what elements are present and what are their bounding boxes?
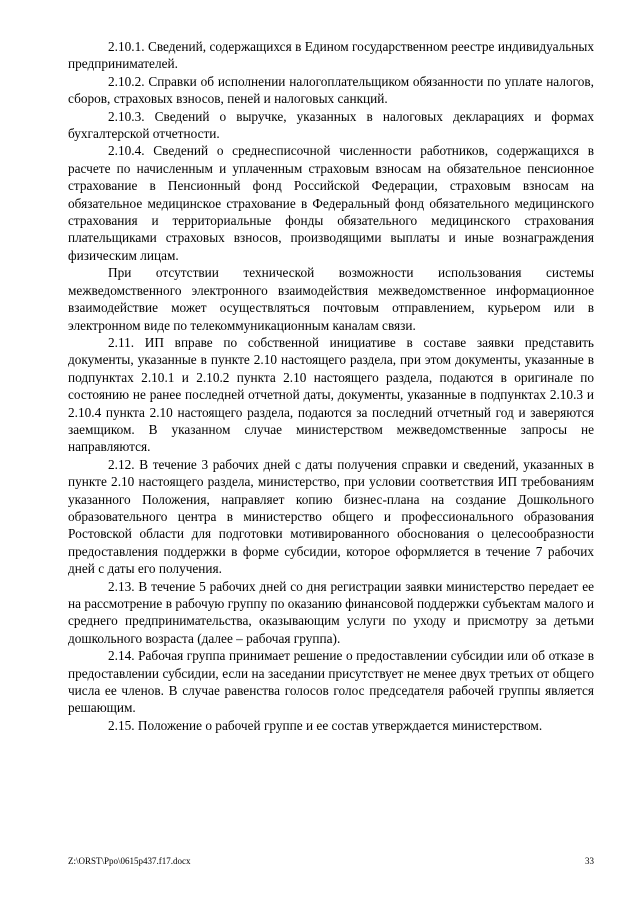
paragraph-2-11: 2.11. ИП вправе по собственной инициативе в составе заявки представить документы, указанные в пункте 2.10 настоящего раздела, при этом документы, указанные в подпунктах 2.10.1 и 2.10.2 пункта 2.10 настоящего раздела, подаются в оригинале по состоянию не ранее последней отчетной даты, документы, указанные в подпунктах 2.10.3 и 2.10.4 пункта 2.10 настоящего раздела, подаются за последний отчетный год и заверяются заемщиком. В указанном случае министерством межведомственные запросы не направляются. [68, 334, 594, 455]
paragraph-2-15: 2.15. Положение о рабочей группе и ее состав утверждается министерством. [108, 717, 543, 733]
document-body [68, 38, 594, 734]
footer-file-path: Z:\ORST\Ppo\0615p437.f17.docx [68, 856, 191, 866]
footer-page-number: 33 [585, 856, 594, 866]
paragraph-no-technical-means: При отсутствии технической возможности использования системы межведомственного электронного взаимодействия межведомственное информационное взаимодействие может осуществляться почтовым отправлением, курьером или в электронном виде по телекоммуникационным каналам связи. [68, 265, 594, 333]
paragraph-2-13: 2.13. В течение 5 рабочих дней со дня регистрации заявки министерство передает ее на рассмотрение в рабочую группу по оказанию финансовой поддержки субъектам малого и среднего предпринимательства, оказывающим услуги по уходу и присмотру за детьми дошкольного возраста (далее – рабочая группа). [68, 578, 594, 646]
paragraph-2-14: 2.14. Рабочая группа принимает решение о предоставлении субсидии или об отказе в предоставлении субсидии, если на заседании присутствует не менее двух третьих от общего числа ее членов. В случае равенства голосов голос председателя рабочей группы является решающим. [68, 648, 594, 716]
paragraph-2-10-4: 2.10.4. Сведений о среднесписочной численности работников, содержащихся в расчете по начисленным и уплаченным страховым взносам на обязательное пенсионное страхование в Пенсионный фонд Российской Федерации, страховым взносам на обязательное медицинское страхование в Федеральный фонд обязательного медицинского страхования и территориальные фонды обязательного медицинского страхования плательщиками страховых взносов, производящими выплаты и иные вознаграждения физическим лицам. [68, 143, 594, 263]
paragraph-2-10-2: 2.10.2. Справки об исполнении налогоплательщиком обязанности по уплате налогов, сборов, страховых взносов, пеней и налоговых санкций. [68, 73, 594, 107]
paragraph-2-10-3: 2.10.3. Сведений о выручке, указанных в налоговых декларациях и формах бухгалтерской отчетности. [68, 108, 594, 142]
paragraph-2-10-1: 2.10.1. Сведений, содержащихся в Едином государственном реестре индивидуальных предпринимателей. [68, 39, 594, 72]
paragraph-2-12: 2.12. В течение 3 рабочих дней с даты получения справки и сведений, указанных в пункте 2.10 настоящего раздела, министерство, при условии соответствия ИП требованиям указанного Положения, направляет копию бизнес-плана на создание Дошкольного образовательного центра в министерство общего и профессионального образования Ростовской области для подготовки мотивированного обоснования о целесообразности предоставления поддержки в форме субсидии, которое оформляется в течение 7 рабочих дней с даты его получения. [68, 456, 594, 577]
